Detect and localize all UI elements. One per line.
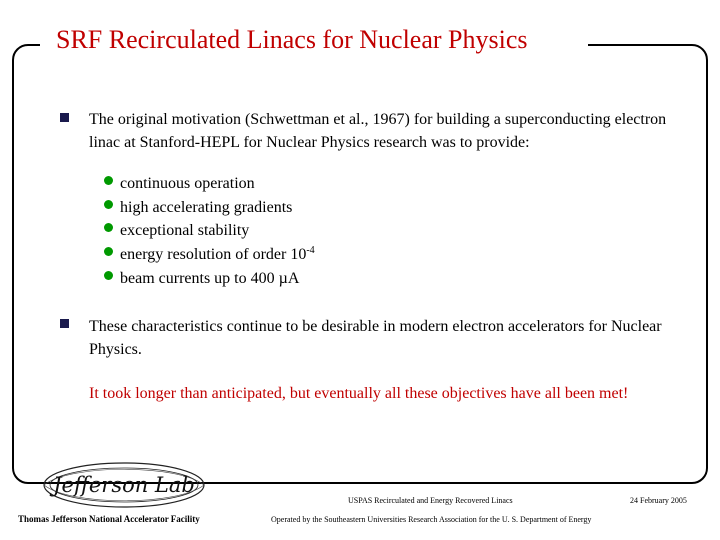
sub-item-gradients: high accelerating gradients — [120, 199, 293, 216]
conclusion-note: It took longer than anticipated, but eventually all these objectives have all been met! — [89, 385, 629, 402]
operated-by-text: Operated by the Southeastern Universities Research Association for the U. S. Department of Energy — [271, 515, 592, 524]
sub-item-energy-resolution — [120, 243, 315, 266]
slide-date: 24 February 2005 — [630, 496, 687, 505]
bullet-characteristics: These characteristics continue to be desirable in modern electron accelerators for Nuclear Physics. — [89, 318, 662, 358]
sub-item-beam-currents: beam currents up to 400 µA — [120, 270, 300, 287]
sub-item-stability: exceptional stability — [120, 222, 250, 239]
square-bullet-icon — [60, 319, 69, 328]
bullet-dot-icon — [104, 200, 113, 209]
logo-lettering: Jefferson Lab — [53, 473, 195, 497]
jefferson-lab-logo — [40, 456, 208, 514]
course-name: USPAS Recirculated and Energy Recovered Linacs — [348, 496, 513, 505]
slide-title: SRF Recirculated Linacs for Nuclear Physics — [56, 25, 528, 54]
facility-name: Thomas Jefferson National Accelerator Facility — [18, 514, 200, 524]
bullet-dot-icon — [104, 271, 113, 280]
bullet-dot-icon — [104, 223, 113, 232]
square-bullet-icon — [60, 113, 69, 122]
bullet-dot-icon — [104, 176, 113, 185]
energy-resolution-text: energy resolution of order 10 — [120, 246, 307, 263]
energy-exponent: -4 — [306, 245, 315, 256]
sub-item-continuous-operation: continuous operation — [120, 175, 255, 192]
bullet-motivation: The original motivation (Schwettman et al., 1967) for building a superconducting electron linac at Stanford-HEPL for Nuclear Physics research was to provide: — [89, 111, 667, 151]
bullet-dot-icon — [104, 247, 113, 256]
